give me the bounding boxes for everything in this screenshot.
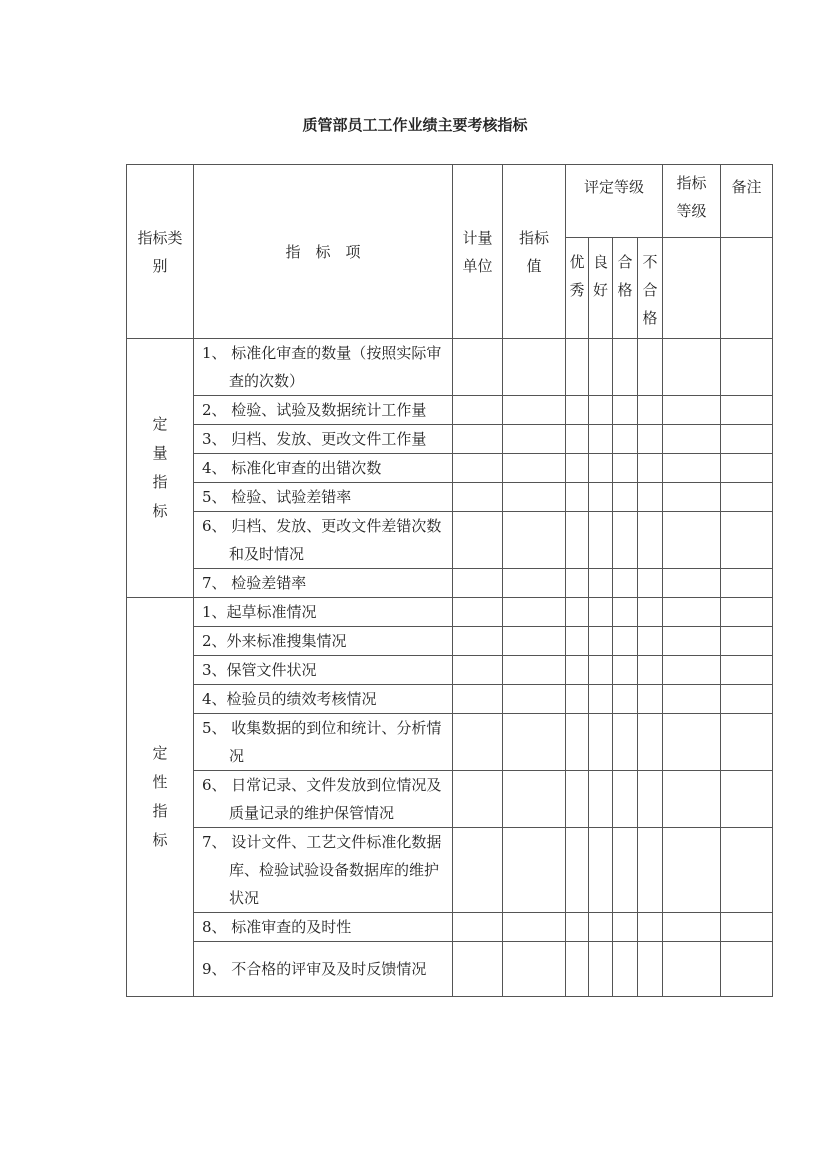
value-cell[interactable] xyxy=(503,454,566,483)
table-row xyxy=(127,656,773,685)
unit-cell[interactable] xyxy=(453,454,503,483)
remark-cell[interactable] xyxy=(721,942,773,997)
remark-cell[interactable] xyxy=(721,396,773,425)
grade-pass-cell[interactable] xyxy=(613,828,638,913)
header-rating: 评定等级 xyxy=(566,165,663,238)
indicator-label: 8、 标准审查的及时性 xyxy=(202,918,352,936)
grade-fail-cell[interactable] xyxy=(638,913,663,942)
unit-cell[interactable] xyxy=(453,483,503,512)
value-cell[interactable] xyxy=(503,627,566,656)
document-title: 质管部员工工作业绩主要考核指标 xyxy=(302,116,528,134)
level-cell[interactable] xyxy=(663,828,721,913)
grade-good-cell[interactable] xyxy=(589,714,613,771)
grade-fail-cell[interactable] xyxy=(638,396,663,425)
grade-pass-cell[interactable] xyxy=(613,714,638,771)
remark-cell[interactable] xyxy=(721,627,773,656)
table-row xyxy=(127,598,773,627)
grade-pass-cell[interactable] xyxy=(613,913,638,942)
indicator-label: 1、起草标准情况 xyxy=(202,603,317,621)
table-row xyxy=(127,396,773,425)
grade-good-cell[interactable] xyxy=(589,771,613,828)
grade-fail-cell[interactable] xyxy=(638,942,663,997)
grade-fail-cell[interactable] xyxy=(638,483,663,512)
table-row xyxy=(127,771,773,828)
grade-excellent-cell[interactable] xyxy=(566,454,589,483)
value-cell[interactable] xyxy=(503,771,566,828)
grade-pass-cell[interactable] xyxy=(613,339,638,396)
grade-excellent-cell[interactable] xyxy=(566,913,589,942)
grade-excellent-cell[interactable] xyxy=(566,512,589,569)
grade-excellent-cell[interactable] xyxy=(566,483,589,512)
level-cell[interactable] xyxy=(663,771,721,828)
table-row xyxy=(127,627,773,656)
grade-fail-cell[interactable] xyxy=(638,714,663,771)
level-cell[interactable] xyxy=(663,942,721,997)
remark-cell[interactable] xyxy=(721,425,773,454)
category-cell xyxy=(127,598,194,997)
grade-good-cell[interactable] xyxy=(589,396,613,425)
grade-good-cell[interactable] xyxy=(589,942,613,997)
grade-excellent-cell[interactable] xyxy=(566,685,589,714)
grade-fail-cell[interactable] xyxy=(638,598,663,627)
indicator-label: 3、保管文件状况 xyxy=(202,661,317,679)
unit-cell[interactable] xyxy=(453,396,503,425)
value-cell[interactable] xyxy=(503,483,566,512)
grade-excellent-cell[interactable] xyxy=(566,627,589,656)
remark-cell[interactable] xyxy=(721,828,773,913)
grade-pass-cell[interactable] xyxy=(613,685,638,714)
level-cell[interactable] xyxy=(663,714,721,771)
unit-cell[interactable] xyxy=(453,771,503,828)
unit-cell[interactable] xyxy=(453,627,503,656)
grade-excellent-cell[interactable] xyxy=(566,339,589,396)
unit-cell[interactable] xyxy=(453,714,503,771)
table-row xyxy=(127,425,773,454)
level-cell[interactable] xyxy=(663,396,721,425)
indicator-item xyxy=(194,685,453,714)
header-item: 指 标 项 xyxy=(194,165,453,339)
indicator-item xyxy=(194,714,453,771)
value-cell[interactable] xyxy=(503,656,566,685)
level-cell[interactable] xyxy=(663,454,721,483)
value-cell[interactable] xyxy=(503,396,566,425)
grade-excellent-cell[interactable] xyxy=(566,598,589,627)
value-cell[interactable] xyxy=(503,598,566,627)
unit-cell[interactable] xyxy=(453,512,503,569)
value-cell[interactable] xyxy=(503,913,566,942)
value-cell[interactable] xyxy=(503,339,566,396)
grade-fail-cell[interactable] xyxy=(638,454,663,483)
grade-good-cell[interactable] xyxy=(589,483,613,512)
header-category: 指标类别 xyxy=(127,165,194,339)
grade-good-cell[interactable] xyxy=(589,598,613,627)
grade-excellent-cell[interactable] xyxy=(566,396,589,425)
unit-cell[interactable] xyxy=(453,656,503,685)
indicator-label: 7、 检验差错率 xyxy=(202,574,307,592)
indicator-item xyxy=(194,425,453,454)
grade-good-cell[interactable] xyxy=(589,339,613,396)
indicator-label: 5、 检验、试验差错率 xyxy=(202,488,352,506)
grade-excellent-cell[interactable] xyxy=(566,828,589,913)
table-row xyxy=(127,339,773,396)
table-row xyxy=(127,569,773,598)
grade-pass-cell[interactable] xyxy=(613,454,638,483)
category-cell xyxy=(127,339,194,598)
remark-cell[interactable] xyxy=(721,569,773,598)
indicator-item xyxy=(194,598,453,627)
grade-fail-cell[interactable] xyxy=(638,627,663,656)
grade-pass-cell[interactable] xyxy=(613,425,638,454)
grade-fail-cell[interactable] xyxy=(638,339,663,396)
level-cell[interactable] xyxy=(663,512,721,569)
table-row xyxy=(127,454,773,483)
indicator-label: 6、 日常记录、文件发放到位情况及质量记录的维护保管情况 xyxy=(202,776,442,822)
grade-excellent-cell[interactable] xyxy=(566,569,589,598)
level-cell[interactable] xyxy=(663,656,721,685)
grade-fail-cell[interactable] xyxy=(638,656,663,685)
remark-cell[interactable] xyxy=(721,598,773,627)
indicator-item xyxy=(194,569,453,598)
grade-good-cell[interactable] xyxy=(589,913,613,942)
header-unit: 计量单位 xyxy=(453,165,503,339)
indicator-item xyxy=(194,656,453,685)
grade-label: 良好 xyxy=(593,253,609,299)
grade-excellent-cell[interactable] xyxy=(566,656,589,685)
level-cell[interactable] xyxy=(663,483,721,512)
grade-label: 优秀 xyxy=(569,253,585,299)
grade-fail-cell[interactable] xyxy=(638,685,663,714)
unit-cell[interactable] xyxy=(453,828,503,913)
indicator-item xyxy=(194,942,453,997)
value-cell[interactable] xyxy=(503,425,566,454)
level-cell[interactable] xyxy=(663,627,721,656)
level-cell[interactable] xyxy=(663,685,721,714)
remark-cell[interactable] xyxy=(721,714,773,771)
value-cell[interactable] xyxy=(503,569,566,598)
remark-cell[interactable] xyxy=(721,454,773,483)
header-level: 指标等级 xyxy=(663,165,721,238)
indicator-label: 1、 标准化审查的数量（按照实际审查的次数） xyxy=(202,344,442,390)
unit-cell[interactable] xyxy=(453,339,503,396)
category-label: 定量指标 xyxy=(152,415,168,520)
value-cell[interactable] xyxy=(503,828,566,913)
grade-pass-cell[interactable] xyxy=(613,942,638,997)
header-value: 指标值 xyxy=(503,165,566,339)
unit-cell[interactable] xyxy=(453,942,503,997)
indicator-item xyxy=(194,483,453,512)
grade-pass-cell[interactable] xyxy=(613,512,638,569)
header-grade-2 xyxy=(613,238,638,339)
grade-good-cell[interactable] xyxy=(589,425,613,454)
remark-cell[interactable] xyxy=(721,483,773,512)
grade-good-cell[interactable] xyxy=(589,454,613,483)
header-grade-0 xyxy=(566,238,589,339)
unit-cell[interactable] xyxy=(453,598,503,627)
unit-cell[interactable] xyxy=(453,425,503,454)
assessment-table xyxy=(126,164,773,997)
indicator-item xyxy=(194,627,453,656)
header-level-blank xyxy=(663,238,721,339)
header-remark: 备注 xyxy=(721,165,773,238)
grade-fail-cell[interactable] xyxy=(638,425,663,454)
remark-cell[interactable] xyxy=(721,771,773,828)
grade-pass-cell[interactable] xyxy=(613,656,638,685)
grade-good-cell[interactable] xyxy=(589,656,613,685)
table-row xyxy=(127,714,773,771)
grade-fail-cell[interactable] xyxy=(638,828,663,913)
grade-pass-cell[interactable] xyxy=(613,569,638,598)
indicator-item xyxy=(194,771,453,828)
indicator-label: 4、检验员的绩效考核情况 xyxy=(202,690,377,708)
indicator-item xyxy=(194,454,453,483)
level-cell[interactable] xyxy=(663,425,721,454)
indicator-item xyxy=(194,396,453,425)
remark-cell[interactable] xyxy=(721,913,773,942)
grade-pass-cell[interactable] xyxy=(613,396,638,425)
indicator-item xyxy=(194,828,453,913)
unit-cell[interactable] xyxy=(453,913,503,942)
table-row xyxy=(127,512,773,569)
table-row xyxy=(127,483,773,512)
header-grade-3 xyxy=(638,238,663,339)
indicator-label: 4、 标准化审查的出错次数 xyxy=(202,459,382,477)
header-grade-1 xyxy=(589,238,613,339)
level-cell[interactable] xyxy=(663,339,721,396)
level-cell[interactable] xyxy=(663,913,721,942)
grade-pass-cell[interactable] xyxy=(613,771,638,828)
grade-fail-cell[interactable] xyxy=(638,512,663,569)
remark-cell[interactable] xyxy=(721,685,773,714)
remark-cell[interactable] xyxy=(721,512,773,569)
grade-excellent-cell[interactable] xyxy=(566,714,589,771)
grade-excellent-cell[interactable] xyxy=(566,425,589,454)
indicator-label: 9、 不合格的评审及及时反馈情况 xyxy=(202,960,427,978)
table-row xyxy=(127,942,773,997)
value-cell[interactable] xyxy=(503,714,566,771)
grade-good-cell[interactable] xyxy=(589,828,613,913)
grade-good-cell[interactable] xyxy=(589,512,613,569)
grade-good-cell[interactable] xyxy=(589,627,613,656)
indicator-item xyxy=(194,339,453,396)
grade-excellent-cell[interactable] xyxy=(566,771,589,828)
grade-good-cell[interactable] xyxy=(589,685,613,714)
indicator-label: 2、 检验、试验及数据统计工作量 xyxy=(202,401,427,419)
remark-cell[interactable] xyxy=(721,656,773,685)
grade-pass-cell[interactable] xyxy=(613,598,638,627)
category-label: 定性指标 xyxy=(152,744,168,849)
indicator-label: 2、外来标准搜集情况 xyxy=(202,632,347,650)
indicator-item xyxy=(194,512,453,569)
indicator-label: 6、 归档、发放、更改文件差错次数和及时情况 xyxy=(202,517,442,563)
table-row xyxy=(127,828,773,913)
value-cell[interactable] xyxy=(503,685,566,714)
grade-fail-cell[interactable] xyxy=(638,771,663,828)
value-cell[interactable] xyxy=(503,942,566,997)
unit-cell[interactable] xyxy=(453,569,503,598)
remark-cell[interactable] xyxy=(721,339,773,396)
grade-label: 不合格 xyxy=(642,253,658,327)
table-row xyxy=(127,685,773,714)
indicator-item xyxy=(194,913,453,942)
grade-good-cell[interactable] xyxy=(589,569,613,598)
grade-fail-cell[interactable] xyxy=(638,569,663,598)
grade-pass-cell[interactable] xyxy=(613,627,638,656)
indicator-label: 3、 归档、发放、更改文件工作量 xyxy=(202,430,427,448)
grade-pass-cell[interactable] xyxy=(613,483,638,512)
header-remark-blank xyxy=(721,238,773,339)
value-cell[interactable] xyxy=(503,512,566,569)
grade-excellent-cell[interactable] xyxy=(566,942,589,997)
level-cell[interactable] xyxy=(663,598,721,627)
unit-cell[interactable] xyxy=(453,685,503,714)
table-row xyxy=(127,913,773,942)
indicator-label: 7、 设计文件、工艺文件标准化数据库、检验试验设备数据库的维护状况 xyxy=(202,833,442,907)
level-cell[interactable] xyxy=(663,569,721,598)
indicator-label: 5、 收集数据的到位和统计、分析情况 xyxy=(202,719,442,765)
grade-label: 合格 xyxy=(617,253,633,299)
